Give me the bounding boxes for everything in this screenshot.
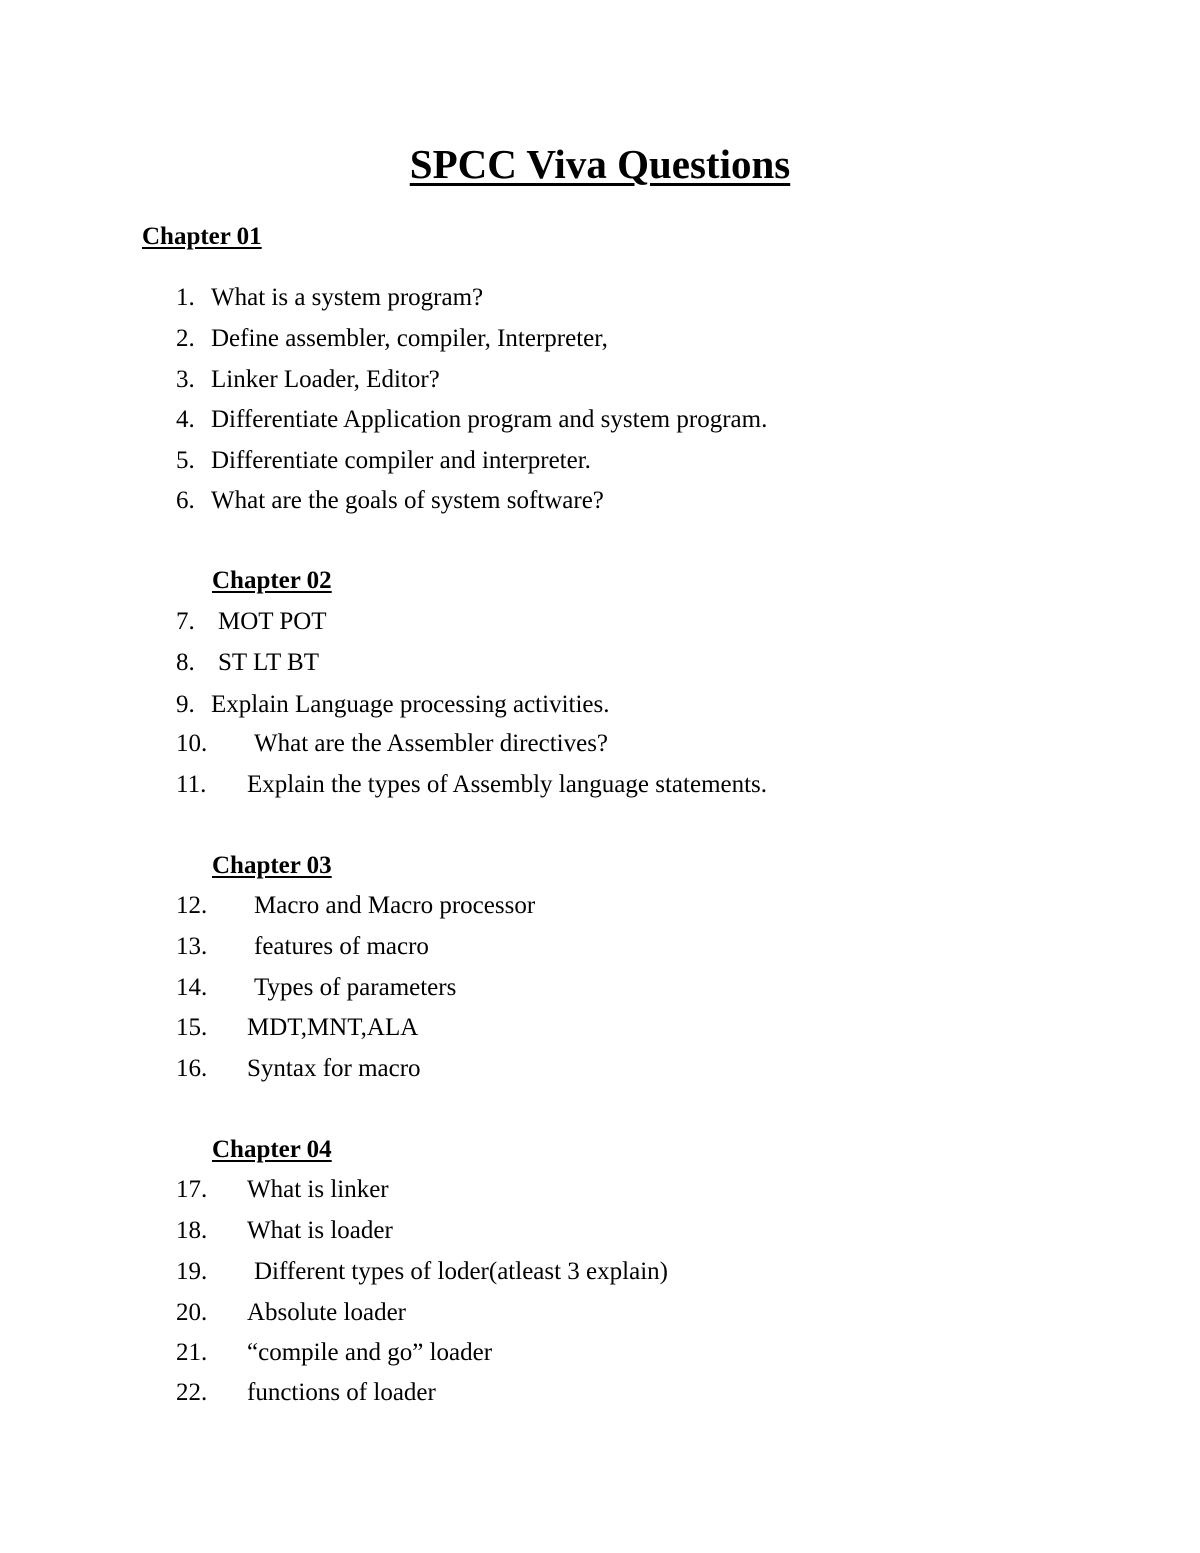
question-text: Explain the types of Assembly language statements. bbox=[247, 771, 768, 798]
question-number: 19. bbox=[176, 1258, 208, 1285]
question-number: 8. bbox=[176, 649, 195, 676]
question-text: “compile and go” loader bbox=[247, 1339, 493, 1366]
question-number: 15. bbox=[176, 1014, 208, 1041]
question-text: Explain Language processing activities. bbox=[211, 691, 610, 718]
question-number: 10. bbox=[176, 730, 208, 757]
page-title: SPCC Viva Questions bbox=[409, 141, 791, 187]
question-text: Different types of loder(atleast 3 explain) bbox=[254, 1258, 668, 1285]
question-text: functions of loader bbox=[247, 1379, 436, 1406]
question-text: features of macro bbox=[254, 933, 429, 960]
question-text: Differentiate compiler and interpreter. bbox=[211, 447, 591, 474]
question-text: What is a system program? bbox=[211, 284, 484, 311]
question-text: What is loader bbox=[247, 1217, 393, 1244]
question-text: Define assembler, compiler, Interpreter, bbox=[211, 325, 608, 352]
question-number: 11. bbox=[176, 771, 207, 798]
question-number: 12. bbox=[176, 892, 208, 919]
question-number: 14. bbox=[176, 974, 208, 1001]
question-number: 20. bbox=[176, 1299, 208, 1326]
question-number: 9. bbox=[176, 691, 195, 718]
question-text: What is linker bbox=[247, 1176, 389, 1203]
chapter-heading: Chapter 04 bbox=[212, 1136, 332, 1163]
question-text: What are the goals of system software? bbox=[211, 487, 604, 514]
question-number: 6. bbox=[176, 487, 195, 514]
question-number: 3. bbox=[176, 366, 195, 393]
question-number: 7. bbox=[176, 608, 195, 635]
chapter-heading: Chapter 02 bbox=[212, 567, 332, 594]
question-number: 2. bbox=[176, 325, 195, 352]
question-text: Types of parameters bbox=[254, 974, 457, 1001]
question-number: 16. bbox=[176, 1055, 208, 1082]
question-text: Absolute loader bbox=[247, 1299, 406, 1326]
chapter-heading: Chapter 01 bbox=[142, 223, 262, 250]
question-number: 4. bbox=[176, 406, 195, 433]
question-number: 5. bbox=[176, 447, 195, 474]
chapter-heading: Chapter 03 bbox=[212, 852, 332, 879]
question-text: ST LT BT bbox=[218, 649, 319, 676]
question-text: MDT,MNT,ALA bbox=[247, 1014, 419, 1041]
question-number: 18. bbox=[176, 1217, 208, 1244]
question-text: Linker Loader, Editor? bbox=[211, 366, 440, 393]
question-text: Differentiate Application program and system program. bbox=[211, 406, 768, 433]
question-number: 21. bbox=[176, 1339, 208, 1366]
question-number: 17. bbox=[176, 1176, 208, 1203]
question-text: Macro and Macro processor bbox=[254, 892, 536, 919]
question-text: What are the Assembler directives? bbox=[254, 730, 609, 757]
question-text: MOT POT bbox=[218, 608, 327, 635]
question-number: 22. bbox=[176, 1379, 208, 1406]
question-number: 13. bbox=[176, 933, 208, 960]
question-text: Syntax for macro bbox=[247, 1055, 421, 1082]
question-number: 1. bbox=[176, 284, 195, 311]
